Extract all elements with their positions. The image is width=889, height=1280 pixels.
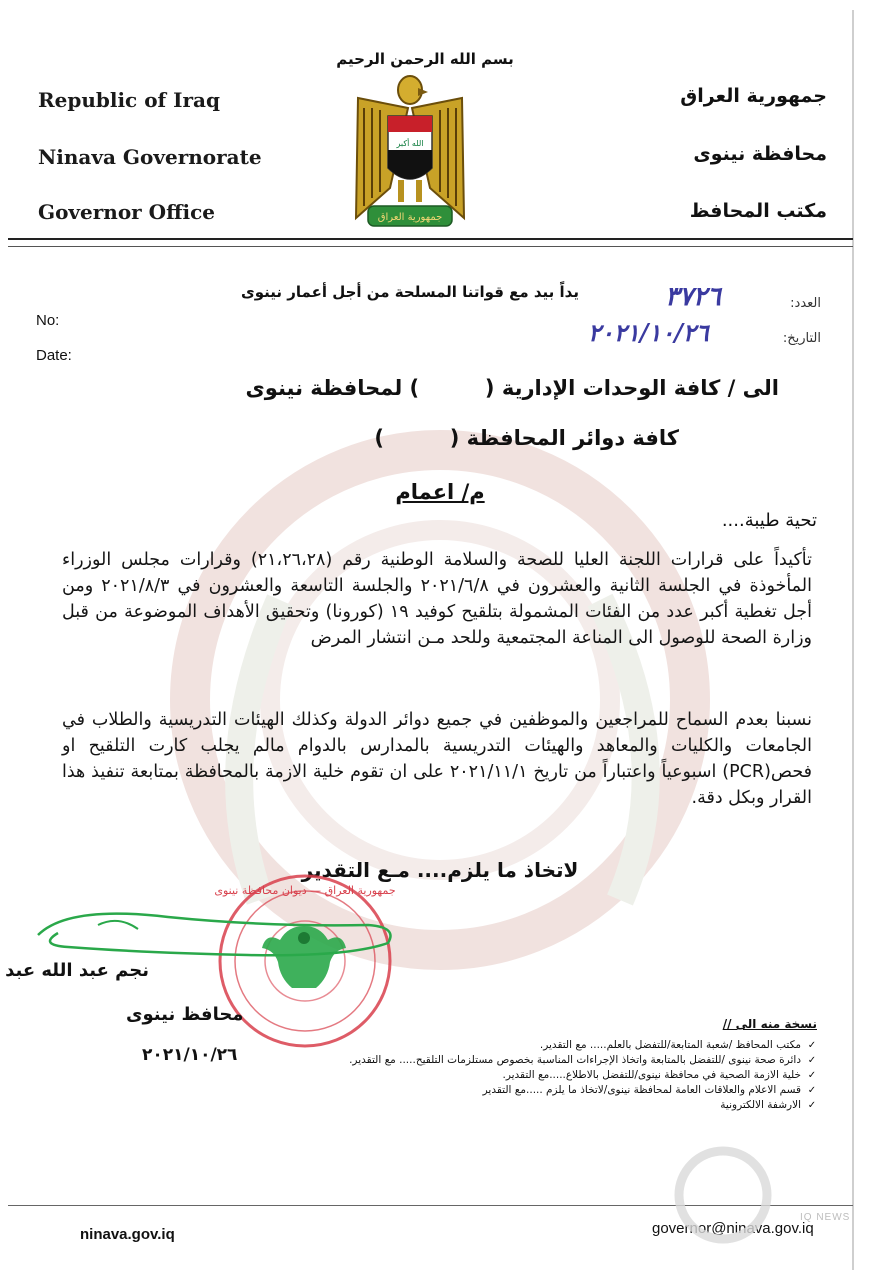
- header-en-line-1: Republic of Iraq: [38, 88, 220, 112]
- cc-list: [349, 1038, 819, 1113]
- cc-item: ✓خلية الازمة الصحية في محافظة نينوى/للتفضل بالاطلاع.....مع التقدير.: [349, 1068, 819, 1083]
- date-label-ar: التاريخ:: [782, 331, 821, 346]
- cc-item: ✓قسم الاعلام والعلاقات العامة لمحافظة نينوى/لاتخاذ ما يلزم .....مع التقدير: [349, 1083, 819, 1098]
- check-icon: ✓: [807, 1085, 817, 1096]
- basmala: بسم الله الرحمن الرحيم: [336, 50, 514, 68]
- signature-date: ٢٠٢١/١٠/٢٦: [142, 1045, 238, 1065]
- check-icon: ✓: [807, 1070, 817, 1081]
- number-label-ar: العدد:: [790, 296, 821, 311]
- check-icon: ✓: [807, 1055, 817, 1066]
- subject: م/ اعمام: [395, 480, 485, 504]
- handwritten-date: ٢٠٢١/١٠/٢٦: [588, 318, 709, 347]
- check-icon: ✓: [807, 1100, 817, 1111]
- cc-title: نسخة منه الى //: [722, 1017, 817, 1031]
- body-paragraph-1: تأكيداً على قرارات اللجنة العليا للصحة والسلامة الوطنية رقم (٢١،٢٦،٢٨) وقرارات مجلس الوزراء المأخوذة في الجلسة الثانية والعشرون في ٢٠٢١/٦/٨ والجلسة التاسعة والعشرون في ٢٠٢١/٨/٣ ومن أجل تغطية أكبر عدد من الفئات المشمولة بتلقيح كوفيد ١٩ (كورونا) وتحقيق الأهداف الموضوعة من قبل وزارة الصحة للوصول الى المناعة المجتمعية وللحد مـن انتشار المرض: [62, 550, 812, 648]
- governor-green-seal-icon: [258, 918, 350, 998]
- signatory-title: محافظ نينوى: [126, 1004, 244, 1025]
- header-ar-line-1: جمهورية العراق: [680, 85, 827, 107]
- header-en-line-3: Governor Office: [38, 200, 216, 224]
- check-icon: ✓: [807, 1040, 817, 1051]
- footer-email: governor@ninava.gov.iq: [652, 1220, 814, 1237]
- news-watermark-icon: [668, 1140, 778, 1250]
- cc-item: ✓دائرة صحة نينوى /للتفضل بالمتابعة واتخاذ الإجراءات المناسبة بخصوص مستلزمات التلقيح..... مع التقدير.: [349, 1053, 819, 1068]
- news-watermark-text: IQ NEWS: [800, 1212, 851, 1223]
- header-ar-line-3: مكتب المحافظ: [689, 200, 827, 222]
- iraq-eagle-emblem-icon: [350, 68, 470, 233]
- header-en-line-2: Ninava Governorate: [38, 145, 262, 169]
- addressee-line-1: الى / كافة الوحدات الإدارية ( ) لمحافظة نينوى: [245, 376, 779, 400]
- body-paragraph-2: نسبنا بعدم السماح للمراجعين والموظفين في جميع دوائر الدولة وكذلك الهيئات التدريسية والطلاب في الجامعات والكليات والمعاهد والهيئات التدريسية بالمدارس بالدوام مالم يجلب كارت التلقيح او فحص(PCR) اسبوعياً واعتباراً من تاريخ ٢٠٢١/١١/١ على ان تقوم خلية الازمة بالمحافظة بمتابعة تنفيذ هذا القرار وبكل دقة.: [62, 710, 812, 808]
- closing-line: لاتخاذ ما يلزم.... مـع التقدير: [301, 858, 579, 882]
- cc-item: ✓مكتب المحافظ /شعبة المتابعة/للتفضل بالعلم..... مع التقدير.: [349, 1038, 819, 1053]
- emblem-shield-text: الله أكبر: [396, 139, 424, 148]
- addressee-line-2: كافة دوائر المحافظة ( ): [374, 426, 679, 450]
- header-rule-top: [8, 238, 853, 240]
- header-ar-line-2: محافظة نينوى: [693, 143, 827, 165]
- signatory-name: نجم عبد الله عبد: [5, 960, 149, 981]
- greeting: تحية طيبة....: [721, 510, 817, 531]
- number-label-en: No:: [36, 312, 60, 329]
- stamp-text: جمهورية العراق — ديوان محافظة نينوى: [214, 884, 396, 897]
- footer-website: ninava.gov.iq: [80, 1226, 175, 1243]
- page-edge-right: [852, 10, 854, 1270]
- header-rule-bottom: [8, 246, 853, 247]
- date-label-en: Date:: [36, 347, 72, 364]
- slogan: يداً بيد مع قواتنا المسلحة من أجل أعمار نينوى: [241, 283, 579, 301]
- emblem-ribbon-text: جمهورية العراق: [377, 212, 443, 223]
- cc-item: ✓الارشفة الالكترونية: [349, 1098, 819, 1113]
- handwritten-number: ٣٧٢٦: [665, 282, 721, 312]
